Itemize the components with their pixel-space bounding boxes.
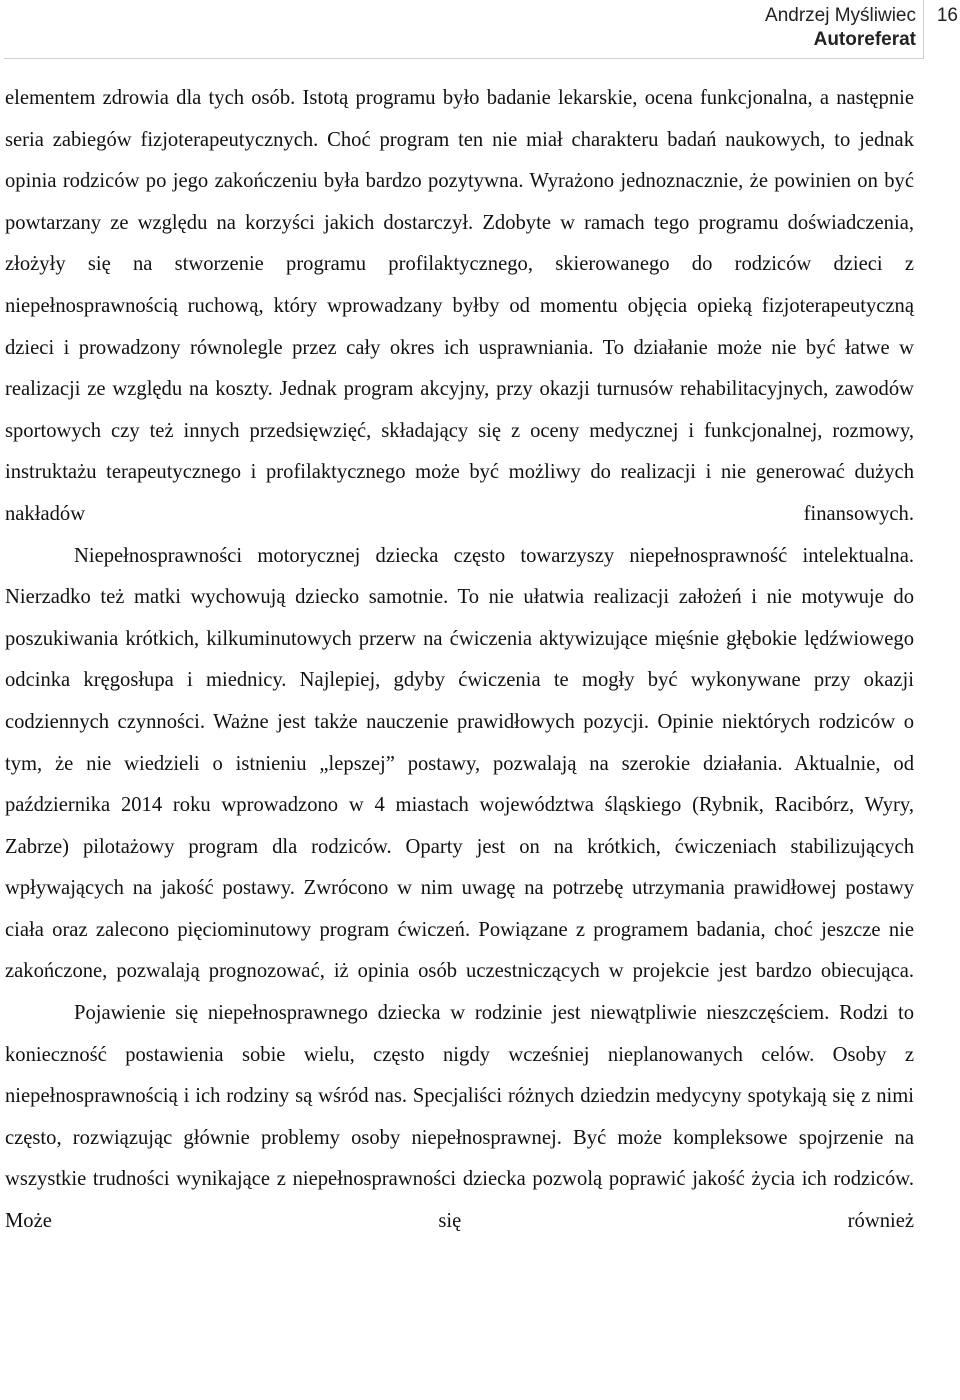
header-vertical-divider [923, 0, 924, 58]
page-number: 16 [936, 5, 958, 26]
paragraph-2: Niepełnosprawności motorycznej dziecka często towarzyszy niepełnosprawność intelektualna. Nierzadko też matki wychowują dziecko samotnie. To nie ułatwia realizacji założeń i nie motywuje do poszukiwania krótkich, kilkuminutowych przerw na ćwiczenia aktywizujące mięśnie głębokie lędźwiowego odcinka kręgosłupa i miednicy. Najlepiej, gdyby ćwiczenia te mogły być wykonywane przy okazji codziennych czynności. Ważne jest także nauczenie prawidłowych pozycji. Opinie niektórych rodziców o tym, że nie wiedzieli o istnieniu „lepszej” postawy, pozwalają na szerokie działania. Aktualnie, od października 2014 roku wprowadzono w 4 miastach województwa śląskiego (Rybnik, Racibórz, Wyry, Zabrze) pilotażowy program dla rodziców. Oparty jest on na krótkich, ćwiczeniach stabilizujących wpływających na jakość postawy. Zwrócono w nim uwagę na potrzebę utrzymania prawidłowej postawy ciała oraz zalecono pięciominutowy program ćwiczeń. Powiązane z programem badania, choć jeszcze nie zakończone, pozwalają prognozować, iż opinia osób uczestniczących w projekcie jest bardzo obiecująca. [5, 544, 914, 983]
header-author: Andrzej Myśliwiec [765, 5, 916, 26]
header-title: Autoreferat [813, 29, 916, 50]
document-body [5, 78, 914, 1243]
paragraph-3: Pojawienie się niepełnosprawnego dziecka w rodzinie jest niewątpliwie nieszczęściem. Rodzi to konieczność postawienia sobie wielu, często nigdy wcześniej nieplanowanych celów. Osoby z niepełnosprawnością i ich rodziny są wśród nas. Specjaliści różnych dziedzin medycyny spotykają się z nimi często, rozwiązując głównie problemy osoby niepełnosprawnej. Być może kompleksowe spojrzenie na wszystkie trudności wynikające z niepełnosprawności dziecka pozwolą poprawić jakość życia ich rodziców. Może się również [5, 1002, 914, 1233]
page-header [765, 4, 916, 52]
header-divider [4, 58, 924, 59]
paragraph-1: elementem zdrowia dla tych osób. Istotą programu było badanie lekarskie, ocena funkcjonalna, a następnie seria zabiegów fizjoterapeutycznych. Choć program ten nie miał charakteru badań naukowych, to jednak opinia rodziców po jego zakończeniu była bardzo pozytywna. Wyrażono jednoznacznie, że powinien on być powtarzany ze względu na korzyści jakich dostarczył. Zdobyte w ramach tego programu doświadczenia, złożyły się na stworzenie programu profilaktycznego, skierowanego do rodziców dzieci z niepełnosprawnością ruchową, który wprowadzany byłby od momentu objęcia opieką fizjoterapeutyczną dzieci i prowadzony równolegle przez cały okres ich usprawniania. To działanie może nie być łatwe w realizacji ze względu na koszty. Jednak program akcyjny, przy okazji turnusów rehabilitacyjnych, zawodów sportowych czy też innych przedsięwzięć, składający się z oceny medycznej i funkcjonalnej, rozmowy, instruktażu terapeutycznego i profilaktycznego może być możliwy do realizacji i nie generować dużych nakładów finansowych. [5, 87, 914, 525]
